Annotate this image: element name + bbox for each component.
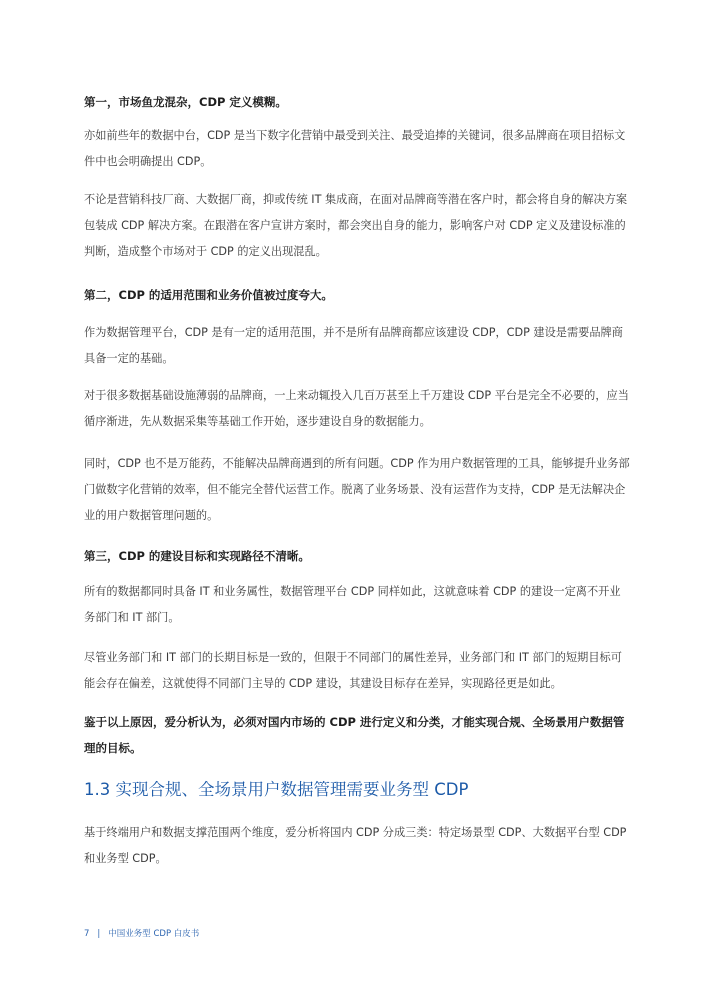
heading-scope-exaggerated: 第二，CDP 的适用范围和业务价值被过度夸大。	[84, 288, 333, 302]
paragraph-conclusion: 鉴于以上原因，爱分析认为，必须对国内市场的 CDP 进行定义和分类，才能实现合规、全场景用户数据管理的目标。	[84, 715, 625, 755]
paragraph-not-panacea: 同时，CDP 也不是万能药，不能解决品牌商遇到的所有问题。CDP 作为用户数据管理的工具，能够提升业务部门做数字化营销的效率，但不能完全替代运营工作。脱离了业务场景、没有运营作为支持，CDP 是无法解决企业的用户数据管理问题的。	[84, 457, 630, 522]
paragraph-three-categories: 基于终端用户和数据支撑范围两个维度，爱分析将国内 CDP 分成三类：特定场景型 CDP、大数据平台型 CDP 和业务型 CDP。	[84, 826, 627, 865]
footer-separator: |	[97, 929, 101, 939]
paragraph-gradual-build: 对于很多数据基础设施薄弱的品牌商，一上来动辄投入几百万甚至上千万建设 CDP 平台是完全不必要的，应当循序渐进，先从数据采集等基础工作开始，逐步建设自身的数据能力。	[84, 389, 629, 428]
heading-market-confusion: 第一，市场鱼龙混杂，CDP 定义模糊。	[84, 95, 287, 109]
paragraph-applicable-scope: 作为数据管理平台，CDP 是有一定的适用范围，并不是所有品牌商都应该建设 CDP，CDP 建设是需要品牌商具备一定的基础。	[84, 326, 623, 365]
paragraph-short-term-goals: 尽管业务部门和 IT 部门的长期目标是一致的，但限于不同部门的属性差异，业务部门和 IT 部门的短期目标可能会存在偏差，这就使得不同部门主导的 CDP 建设，其建设目标存在差异，实现路径更是如此。	[84, 651, 622, 690]
paragraph-it-and-business: 所有的数据都同时具备 IT 和业务属性，数据管理平台 CDP 同样如此，这就意味着 CDP 的建设一定离不开业务部门和 IT 部门。	[84, 585, 621, 624]
footer-doc-title: 中国业务型 CDP 白皮书	[108, 929, 200, 939]
section-title-1-3: 1.3 实现合规、全场景用户数据管理需要业务型 CDP	[84, 780, 469, 799]
page-number: 7	[84, 929, 90, 939]
heading-unclear-goals: 第三，CDP 的建设目标和实现路径不清晰。	[84, 549, 310, 563]
paragraph-vendors-packaging: 不论是营销科技厂商、大数据厂商，抑或传统 IT 集成商，在面对品牌商等潜在客户时，都会将自身的解决方案包装成 CDP 解决方案。在跟潜在客户宣讲方案时，都会突出自身的能力，影响客户对 CDP 定义及建设标准的判断，造成整个市场对于 CDP 的定义出现混乱。	[84, 193, 628, 258]
page-footer	[84, 928, 199, 940]
paragraph-data-middle-platform: 亦如前些年的数据中台，CDP 是当下数字化营销中最受到关注、最受追捧的关键词，很多品牌商在项目招标文件中也会明确提出 CDP。	[84, 129, 626, 168]
